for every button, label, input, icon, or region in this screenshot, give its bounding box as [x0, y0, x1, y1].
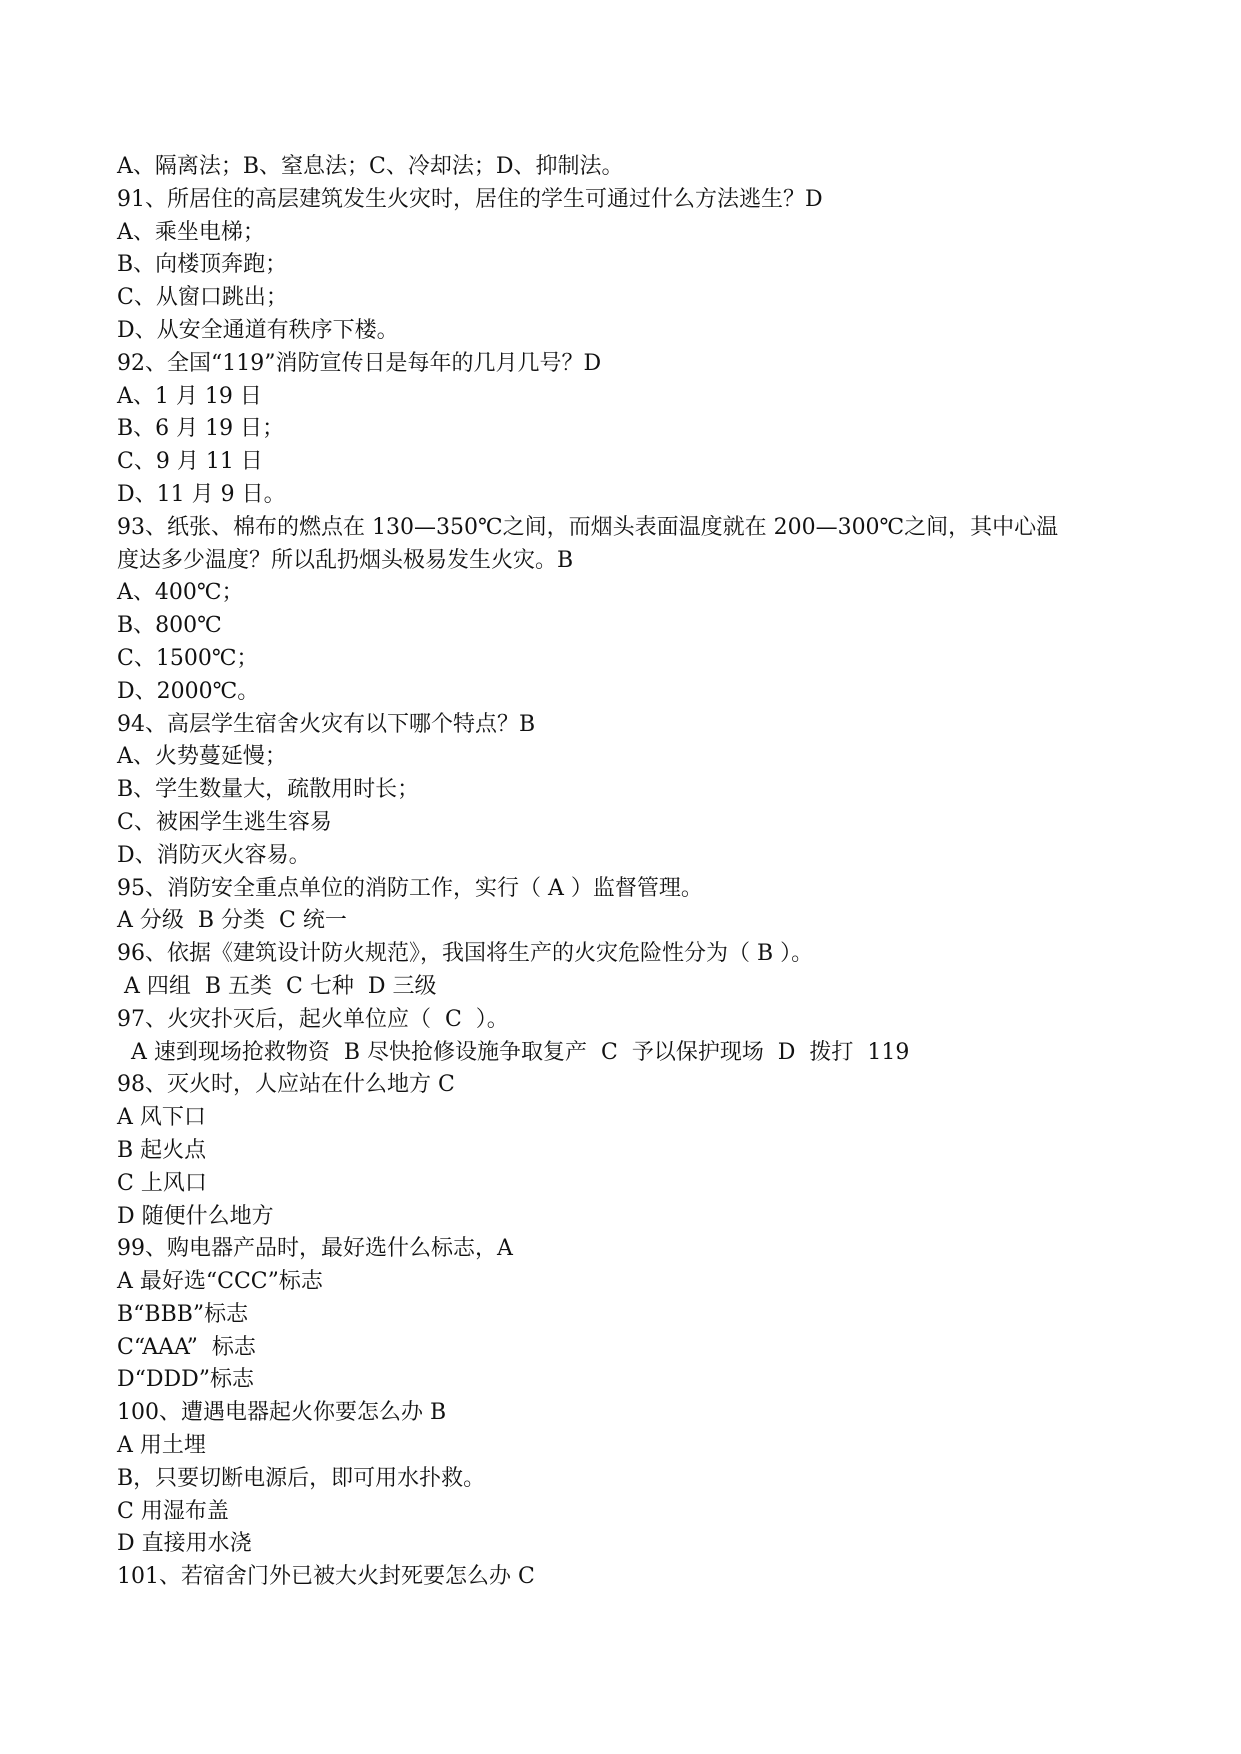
question-95: 95、消防安全重点单位的消防工作，实行（ A ）监督管理。 [117, 875, 703, 901]
option-line: A 速到现场抢救物资 B 尽快抢修设施争取复产 C 予以保护现场 D 拨打 119 [117, 1039, 910, 1065]
option-line: D 直接用水浇 [117, 1531, 252, 1557]
question-94: 94、高层学生宿舍火灾有以下哪个特点？B [117, 711, 536, 737]
option-line: B、6 月 19 日； [117, 416, 285, 442]
option-line: A 四组 B 五类 C 七种 D 三级 [117, 973, 437, 999]
question-96: 96、依据《建筑设计防火规范》，我国将生产的火灾危险性分为（ B ）。 [117, 941, 814, 967]
option-line: A、400℃； [117, 580, 244, 606]
option-line: B、800℃ [117, 613, 222, 639]
option-line: D、11 月 9 日。 [117, 481, 286, 507]
question-98: 98、灭火时，人应站在什么地方 C [117, 1072, 455, 1098]
option-line: C 上风口 [117, 1170, 207, 1196]
option-line: B、向楼顶奔跑； [117, 252, 288, 278]
option-line: C、从窗口跳出； [117, 285, 288, 311]
question-101: 101、若宿舍门外已被大火封死要怎么办 C [117, 1564, 535, 1590]
option-line: C、被困学生逃生容易 [117, 809, 332, 835]
document-body [117, 151, 1127, 1594]
option-line: D、消防灭火容易。 [117, 842, 311, 868]
option-line: A、乘坐电梯； [117, 219, 265, 245]
option-line: C“AAA” 标志 [117, 1334, 256, 1360]
option-line: B、学生数量大，疏散用时长； [117, 777, 420, 803]
question-99: 99、购电器产品时，最好选什么标志，A [117, 1236, 513, 1262]
option-line: D、2000℃。 [117, 678, 260, 704]
question-93: 93、纸张、棉布的燃点在 130—350℃之间，而烟头表面温度就在 200—300℃之间，其中心温 [117, 514, 1059, 540]
option-line: C、1500℃； [117, 645, 259, 671]
option-line: C 用湿布盖 [117, 1498, 229, 1524]
option-line: A 分级 B 分类 C 统一 [117, 908, 347, 934]
option-line: C、9 月 11 日 [117, 449, 263, 475]
option-line: A 风下口 [117, 1105, 206, 1131]
option-line: D“DDD”标志 [117, 1367, 255, 1393]
option-line: A、火势蔓延慢； [117, 744, 287, 770]
option-line: D、从安全通道有秩序下楼。 [117, 317, 399, 343]
question-93-continued: 度达多少温度？所以乱扔烟头极易发生火灾。B [117, 547, 574, 573]
question-92: 92、全国“119”消防宣传日是每年的几月几号？D [117, 350, 602, 376]
text-line: A、隔离法；B、窒息法；C、冷却法；D、抑制法。 [117, 154, 624, 179]
question-97: 97、火灾扑灭后，起火单位应（ C ）。 [117, 1006, 509, 1032]
option-line: D 随便什么地方 [117, 1203, 274, 1229]
question-91: 91、所居住的高层建筑发生火灾时，居住的学生可通过什么方法逃生？D [117, 186, 823, 212]
question-100: 100、遭遇电器起火你要怎么办 B [117, 1400, 447, 1426]
option-line: A、1 月 19 日 [117, 383, 262, 409]
option-line: B“BBB”标志 [117, 1301, 249, 1327]
option-line: A 最好选“CCC”标志 [117, 1269, 323, 1295]
option-line: A 用土埋 [117, 1433, 206, 1459]
option-line: B，只要切断电源后，即可用水扑救。 [117, 1465, 486, 1491]
option-line: B 起火点 [117, 1137, 207, 1163]
